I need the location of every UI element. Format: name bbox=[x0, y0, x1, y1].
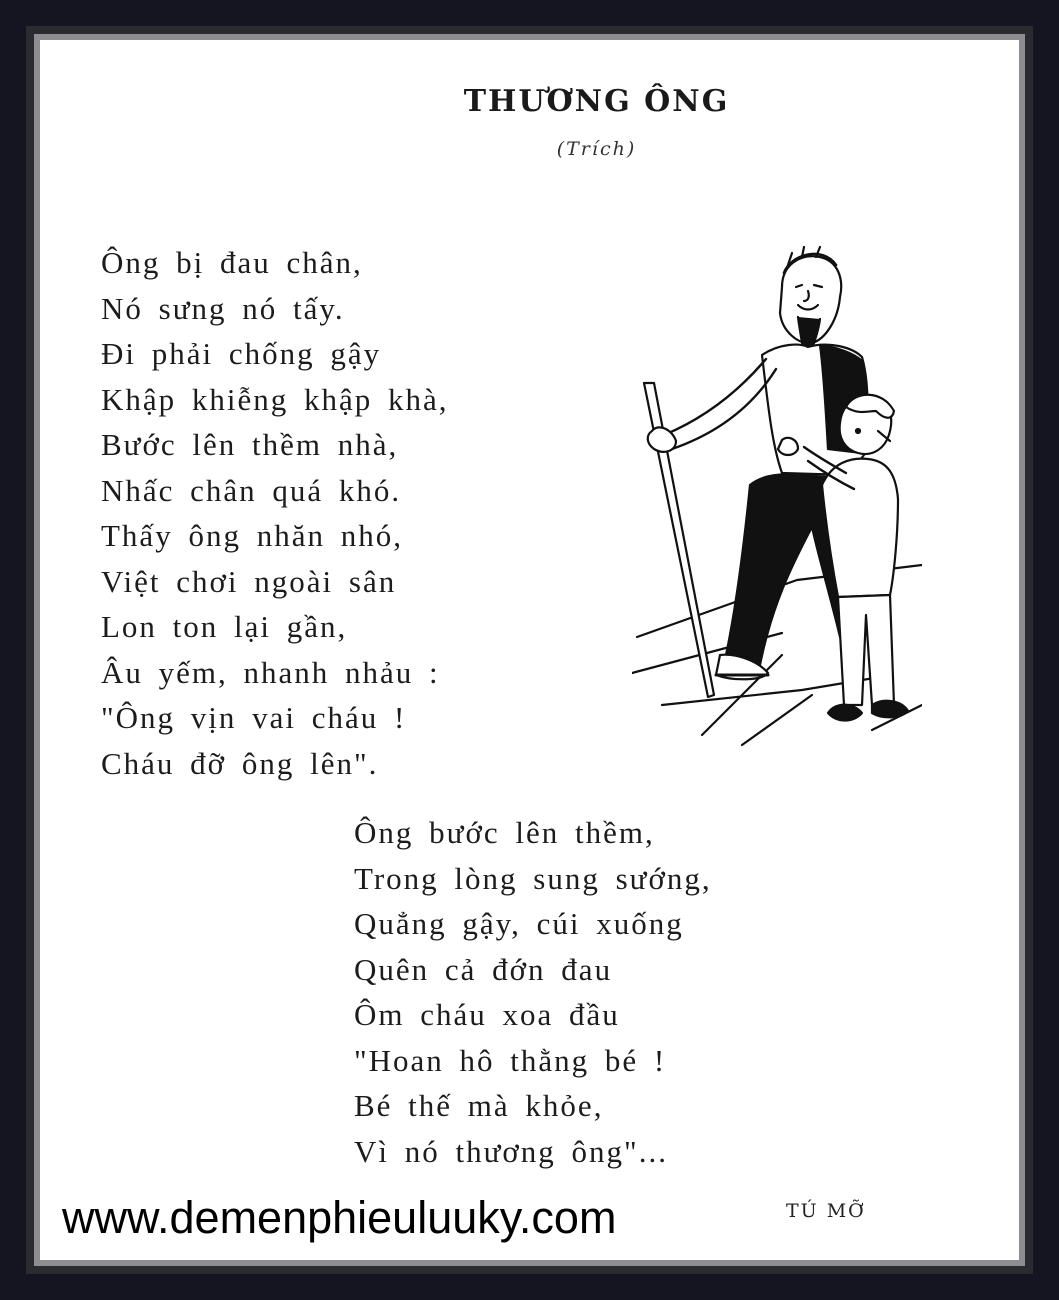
verse-line: Lon ton lại gần, bbox=[101, 609, 348, 644]
verse-line: Nhấc chân quá khó. bbox=[101, 472, 402, 508]
verse-line: Khập khiễng khập khà, bbox=[101, 381, 449, 417]
verse-line: Quẳng gậy, cúi xuống bbox=[354, 906, 684, 941]
poem-title: THƯƠNG ÔNG bbox=[463, 84, 730, 119]
verse-line: Vì nó thương ông"... bbox=[354, 1133, 668, 1169]
verse-line: Thấy ông nhăn nhó, bbox=[101, 518, 403, 553]
verse-line: Bước lên thềm nhà, bbox=[101, 427, 399, 462]
verse-line: Trong lòng sung sướng, bbox=[354, 860, 712, 896]
verse-line: Đi phải chống gậy bbox=[101, 336, 382, 371]
verse-line: Việt chơi ngoài sân bbox=[101, 563, 397, 599]
verse-line: Bé thế mà khỏe, bbox=[354, 1088, 604, 1123]
stanza-2 bbox=[354, 810, 712, 1174]
book-page bbox=[40, 40, 1019, 1260]
verse-line: Cháu đỡ ông lên". bbox=[101, 745, 379, 781]
grandfather-grandson-illustration bbox=[632, 235, 922, 750]
verse-line: Nó sưng nó tấy. bbox=[101, 290, 345, 326]
verse-line: "Ông vịn vai cháu ! bbox=[101, 700, 407, 735]
poem-author: TÚ MỠ bbox=[786, 1200, 866, 1222]
stanza-1 bbox=[101, 240, 449, 786]
verse-line: Ông bị đau chân, bbox=[101, 245, 363, 280]
grandfather-figure bbox=[648, 247, 868, 679]
verse-line: Quên cả đớn đau bbox=[354, 951, 613, 987]
website-watermark: www.demenphieuluuky.com bbox=[62, 1192, 617, 1243]
verse-line: Ôm cháu xoa đầu bbox=[354, 997, 620, 1032]
verse-line: "Hoan hô thằng bé ! bbox=[354, 1042, 667, 1078]
verse-line: Âu yếm, nhanh nhảu : bbox=[101, 654, 440, 690]
poem-subtitle: (Trích) bbox=[556, 138, 637, 160]
verse-line: Ông bước lên thềm, bbox=[354, 815, 655, 850]
